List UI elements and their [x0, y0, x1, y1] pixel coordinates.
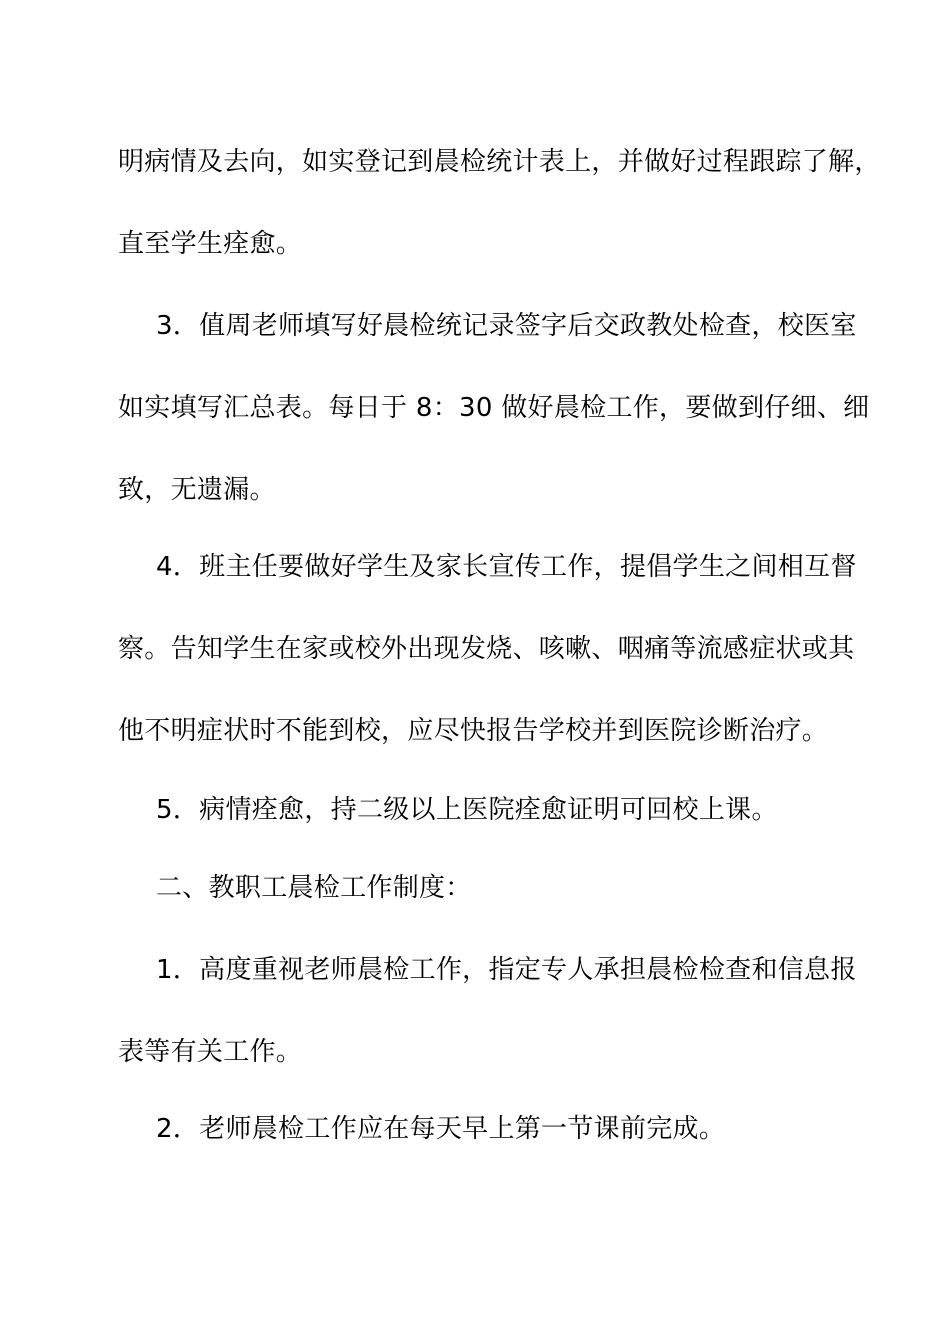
text-line: 表等有关工作。: [118, 1037, 303, 1067]
text-line: 1．高度重视老师晨检工作，指定专人承担晨检检查和信息报: [156, 955, 857, 985]
section-heading: 二、教职工晨检工作制度：: [156, 873, 472, 903]
text-line: 如实填写汇总表。每日于 8：30 做好晨检工作，要做到仔细、细: [118, 393, 870, 423]
text-line: 直至学生痊愈。: [118, 229, 303, 259]
text-line: 他不明症状时不能到校，应尽快报告学校并到医院诊断治疗。: [118, 716, 829, 746]
text-line: 2．老师晨检工作应在每天早上第一节课前完成。: [156, 1114, 726, 1144]
text-line: 明病情及去向，如实登记到晨检统计表上，并做好过程跟踪了解，: [118, 147, 881, 177]
text-line: 5．病情痊愈，持二级以上医院痊愈证明可回校上课。: [156, 795, 778, 825]
text-line: 察。告知学生在家或校外出现发烧、咳嗽、咽痛等流感症状或其: [118, 634, 855, 664]
text-line: 致，无遗漏。: [118, 475, 276, 505]
text-line: 3．值周老师填写好晨检统记录签字后交政教处检查，校医室: [156, 311, 857, 341]
text-line: 4．班主任要做好学生及家长宣传工作，提倡学生之间相互督: [156, 552, 857, 582]
